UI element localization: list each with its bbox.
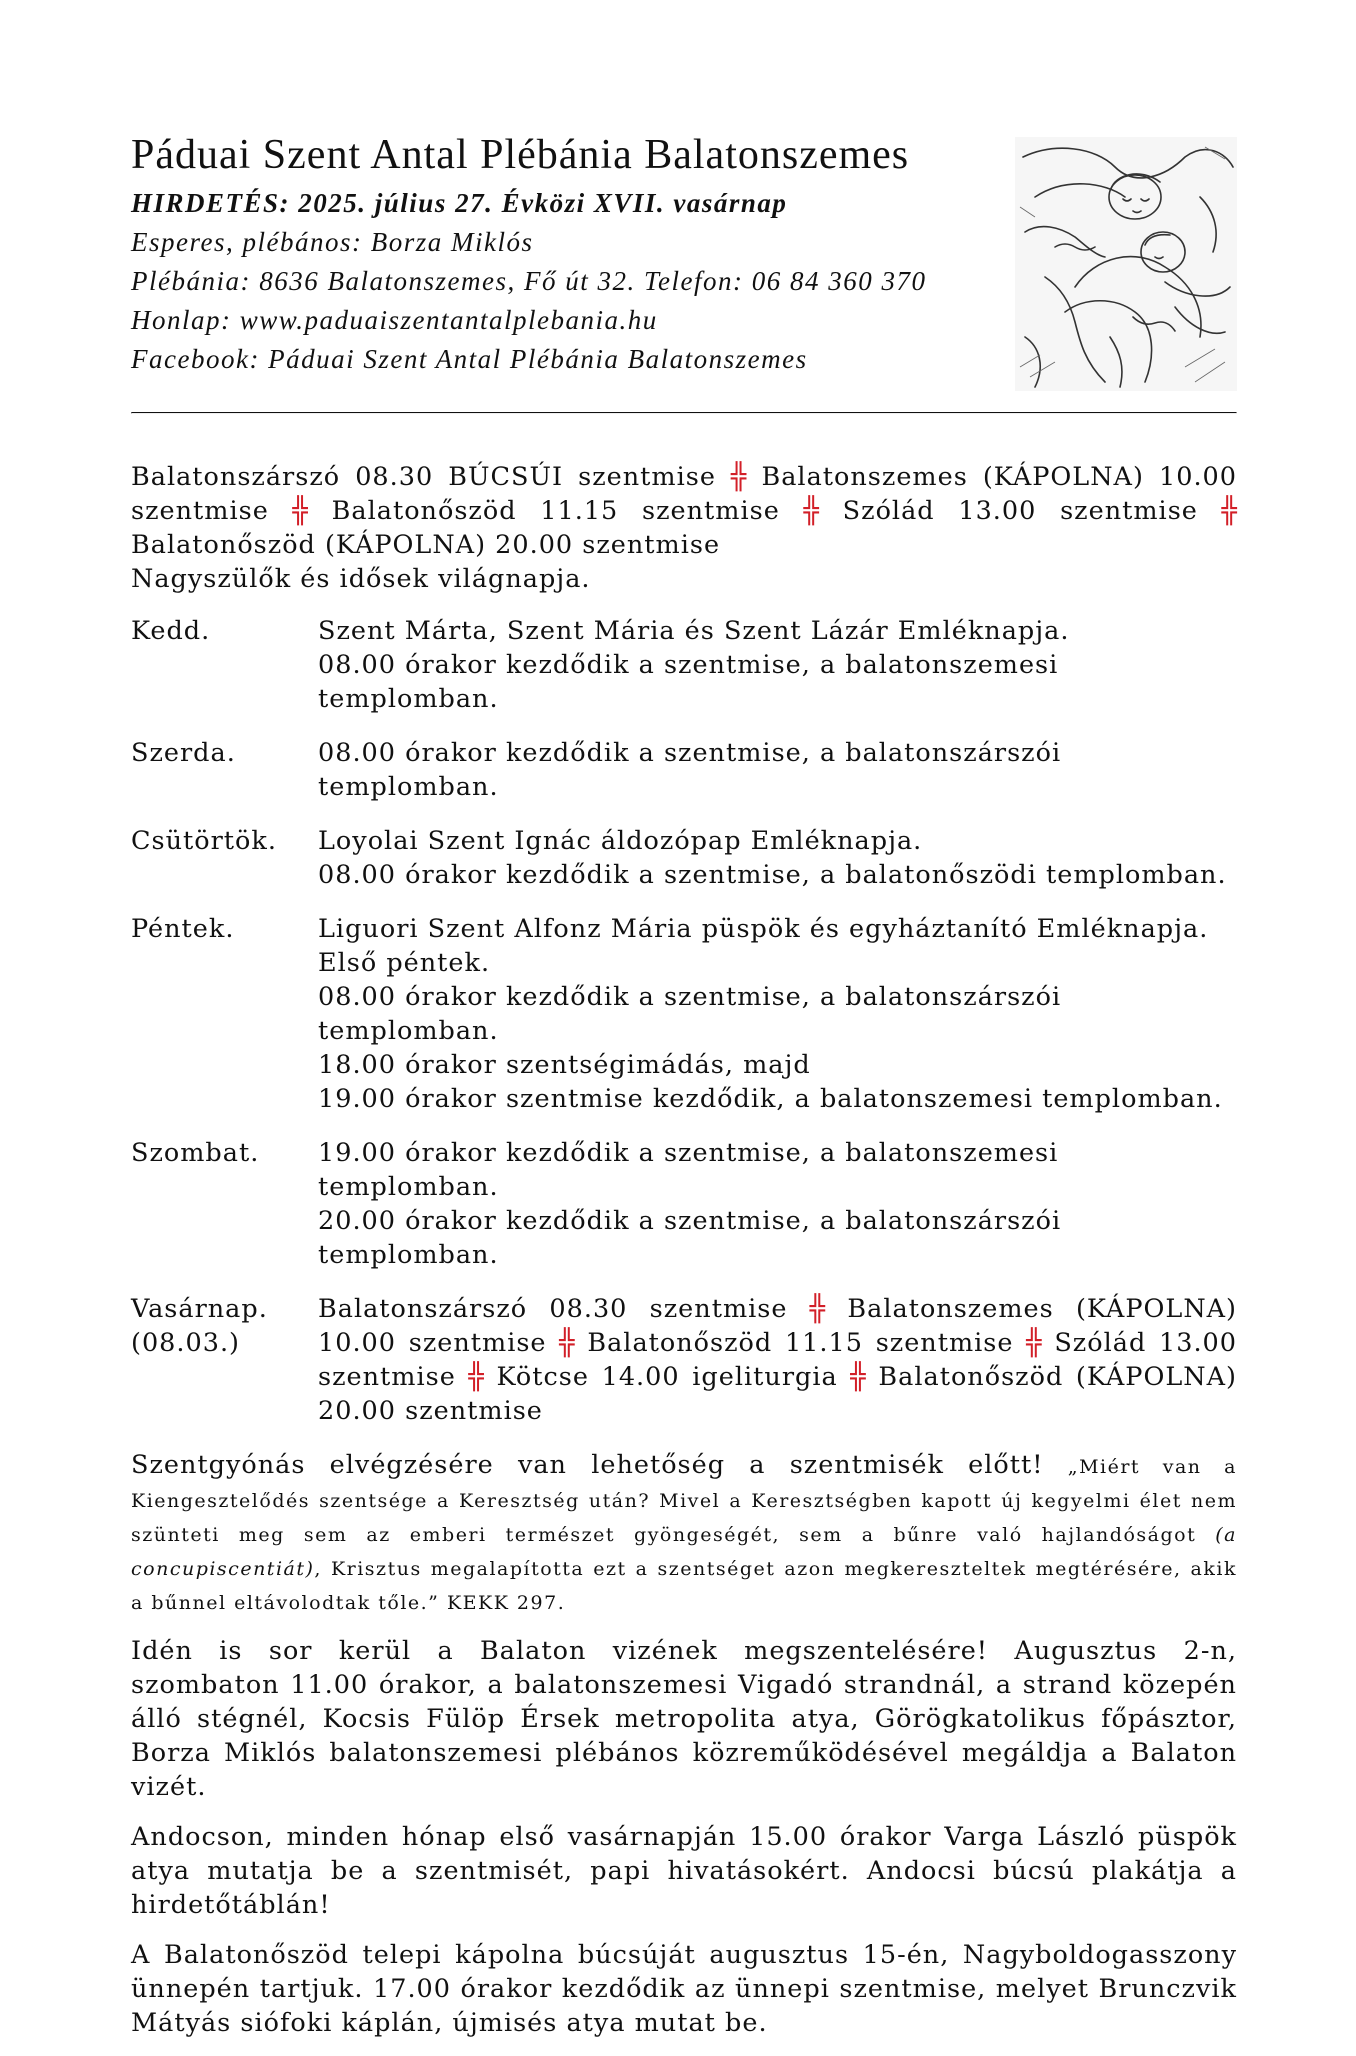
weekly-schedule — [131, 614, 1237, 1428]
confession-paragraph — [131, 1448, 1237, 1618]
mass-item: Balatonőszöd 11.15 szentmise — [587, 1328, 1014, 1358]
chapel-feast-paragraph: A Balatonőszöd telepi kápolna búcsúját augusztus 15-én, Nagyboldogasszony ünnepén tartjuk. 17.00 órakor kezdődik az ünnepi szentmise, melyet Brunczvik Mátyás siófoki káplán, újmisés atya mutat be. — [131, 1940, 1237, 2038]
day-label: Szerda. — [131, 738, 236, 768]
mass-item: Balatonszemes (KÁPOLNA) 10.00 szentmise — [318, 1294, 1238, 1358]
saint-anthony-illustration — [1015, 137, 1237, 391]
quote-part: , Krisztus megalapította ezt a szentséget azon megkereszteltek megtérésére, akik a bűnnel eltávolodtak tőle.” KEKK 297. — [131, 1558, 1237, 1614]
mass-item: Balatonőszöd (KÁPOLNA) 20.00 szentmise — [318, 1362, 1237, 1426]
schedule-line: Szent Márta, Szent Mária és Szent Lázár Emléknapja. — [318, 616, 1070, 646]
cross-icon: ╬ — [850, 1362, 866, 1392]
pastor-line: Esperes, plébános: Borza Miklós — [131, 227, 534, 257]
mass-item: Balatonszemes (KÁPOLNA) 10.00 szentmise — [131, 462, 1238, 526]
day-label: Szombat. — [131, 1138, 260, 1168]
schedule-line: Első péntek. — [318, 948, 491, 978]
day-label: Csütörtök. — [131, 826, 277, 856]
mass-item: Balatonőszöd 11.15 szentmise — [331, 496, 780, 526]
mass-item: Szólád 13.00 szentmise — [318, 1328, 1237, 1392]
schedule-row-friday — [131, 912, 1237, 1116]
lake-blessing-paragraph: Idén is sor kerül a Balaton vizének megszentelésére! Augusztus 2-n, szombaton 11.00 órakor, a balatonszemesi Vigadó strandnál, a strand közepén álló stégnél, Kocsis Fülöp Érsek metropolita atya, Görögkatolikus főpásztor, Borza Miklós balatonszemesi plébános közreműködésével megáldja a Balaton vizét. — [131, 1636, 1237, 1802]
announcement-date: HIRDETÉS: 2025. július 27. Évközi XVII. vasárnap — [131, 188, 788, 218]
day-label — [131, 1292, 318, 1428]
mass-item: Balatonszárszó 08.30 BÚCSÚI szentmise — [131, 462, 716, 492]
cross-icon: ╬ — [1221, 496, 1238, 526]
mass-item: Kötcse 14.00 igeliturgia — [496, 1362, 838, 1392]
schedule-row-saturday — [131, 1136, 1237, 1272]
cross-icon: ╬ — [803, 496, 819, 526]
schedule-line: 08.00 órakor kezdődik a szentmise, a balatonőszödi templomban. — [318, 860, 1227, 890]
andocs-paragraph: Andocson, minden hónap első vasárnapján 15.00 órakor Varga László püspök atya mutatja be a szentmisét, papi hivatásokért. Andocsi búcsú plakátja a hirdetőtáblán! — [131, 1822, 1237, 1920]
sunday-mass-list — [131, 460, 1237, 596]
schedule-line: 20.00 órakor kezdődik a szentmise, a balatonszárszói templomban. — [318, 1206, 1062, 1270]
schedule-row-tuesday — [131, 614, 1237, 716]
cross-icon: ╬ — [292, 496, 308, 526]
schedule-row-sunday — [131, 1292, 1237, 1428]
schedule-line: 19.00 órakor szentmise kezdődik, a balatonszemesi templomban. — [318, 1084, 1223, 1114]
schedule-line: 08.00 órakor kezdődik a szentmise, a balatonszárszói templomban. — [318, 738, 1062, 802]
website-link[interactable]: Honlap: www.paduaiszentantalplebania.hu — [131, 305, 658, 335]
header-divider — [131, 412, 1237, 414]
header — [131, 130, 1237, 412]
day-name: Vasárnap. — [131, 1294, 268, 1324]
schedule-line: Liguori Szent Alfonz Mária püspök és egyháztanító Emléknapja. — [318, 914, 1209, 944]
address-line: Plébánia: 8636 Balatonszemes, Fő út 32. Telefon: 06 84 360 370 — [131, 266, 927, 296]
confession-lead: Szentgyónás elvégzésére van lehetőség a szentmisék előtt! — [131, 1450, 1044, 1480]
cross-icon: ╬ — [731, 462, 747, 492]
mass-item: Szólád 13.00 szentmise — [842, 496, 1198, 526]
schedule-line: 19.00 órakor kezdődik a szentmise, a balatonszemesi templomban. — [318, 1138, 1059, 1202]
day-date: (08.03.) — [131, 1328, 241, 1358]
bulletin-page — [131, 118, 1237, 2056]
schedule-line: 18.00 órakor szentségimádás, majd — [318, 1050, 811, 1080]
cross-icon: ╬ — [559, 1328, 575, 1358]
facebook-link[interactable]: Facebook: Páduai Szent Antal Plébánia Balatonszemes — [131, 344, 808, 374]
world-day-note: Nagyszülők és idősek világnapja. — [131, 564, 591, 594]
quote-part: „Miért van a Kiengesztelődés szentsége a Keresztség után? Mivel a Keresztségben kapott új kegyelmi élet nem szünteti meg sem az emberi természet gyöngeségét, sem a bűnre való hajlandóságot — [131, 1456, 1238, 1546]
schedule-row-thursday — [131, 824, 1237, 892]
quote-italic: (a concupiscentiát) — [131, 1524, 1237, 1580]
cross-icon: ╬ — [809, 1294, 826, 1324]
schedule-line: Loyolai Szent Ignác áldozópap Emléknapja. — [318, 826, 923, 856]
cross-icon: ╬ — [468, 1362, 484, 1392]
day-label: Kedd. — [131, 616, 211, 646]
schedule-line: 08.00 órakor kezdődik a szentmise, a balatonszemesi templomban. — [318, 650, 1059, 714]
day-label: Péntek. — [131, 914, 235, 944]
mass-item: Balatonszárszó 08.30 szentmise — [318, 1294, 788, 1324]
schedule-row-wednesday — [131, 736, 1237, 804]
page-title: Páduai Szent Antal Plébánia Balatonszemes — [131, 132, 910, 178]
cross-icon: ╬ — [1026, 1328, 1042, 1358]
mass-item: Balatonőszöd (KÁPOLNA) 20.00 szentmise — [131, 530, 721, 560]
schedule-line: 08.00 órakor kezdődik a szentmise, a balatonszárszói templomban. — [318, 982, 1062, 1046]
